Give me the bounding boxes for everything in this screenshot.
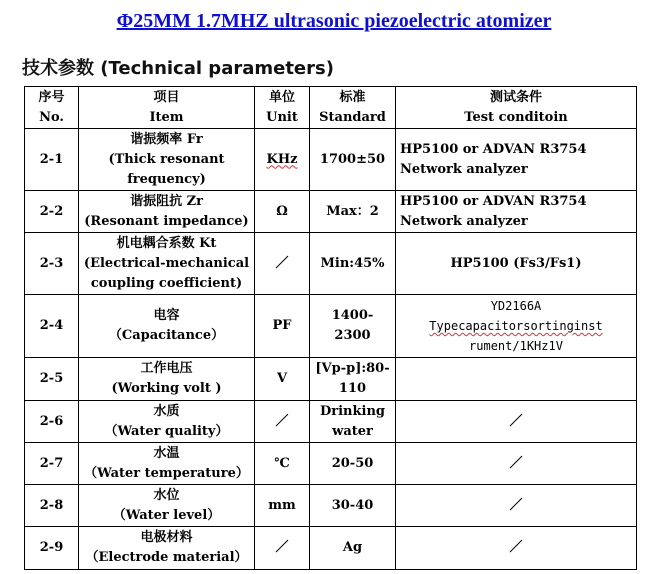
row-no: 2-6 xyxy=(25,401,79,443)
row-item xyxy=(79,401,255,443)
table-row xyxy=(25,191,637,233)
technical-parameters-table xyxy=(24,86,637,570)
row-standard: Min:45% xyxy=(310,233,396,295)
row-item-cn: 水温 xyxy=(153,445,180,461)
header-unit-en: Unit xyxy=(266,109,298,125)
table-row xyxy=(25,129,637,191)
document-title: Φ25MM 1.7MHZ ultrasonic piezoelectric atomizer xyxy=(116,10,552,32)
row-unit: ℃ xyxy=(255,443,310,485)
header-item xyxy=(79,87,255,129)
row-standard: 1400-2300 xyxy=(310,295,396,358)
row-standard: Max：2 xyxy=(310,191,396,233)
row-no: 2-5 xyxy=(25,358,79,401)
row-item xyxy=(79,295,255,358)
row-item xyxy=(79,129,255,191)
row-no: 2-7 xyxy=(25,443,79,485)
row-item xyxy=(79,527,255,570)
row-test-line2: Typecapacitorsortinginst xyxy=(429,319,603,333)
row-standard: Ag xyxy=(310,527,396,570)
row-no: 2-8 xyxy=(25,485,79,527)
header-standard-cn: 标准 xyxy=(339,89,366,105)
header-test-en: Test conditoin xyxy=(464,109,568,125)
header-standard xyxy=(310,87,396,129)
header-item-en: Item xyxy=(149,109,184,125)
row-test: ／ xyxy=(396,485,637,527)
header-unit xyxy=(255,87,310,129)
row-item-cn: 谐振频率 Fr xyxy=(130,131,203,147)
header-unit-cn: 单位 xyxy=(268,89,295,105)
row-item xyxy=(79,358,255,401)
row-unit: V xyxy=(255,358,310,401)
row-standard: Drinking water xyxy=(310,401,396,443)
row-no: 2-9 xyxy=(25,527,79,570)
header-test-cn: 测试条件 xyxy=(489,89,542,105)
row-item-cn: 电容 xyxy=(153,308,180,323)
row-test xyxy=(396,295,637,358)
row-item-en: (Electrical-mechanical coupling coefficient) xyxy=(83,255,250,291)
row-unit-value: KHz xyxy=(266,151,298,167)
row-item-cn: 电极材料 xyxy=(140,530,193,545)
row-test: HP5100 or ADVAN R3754 Network analyzer xyxy=(396,191,637,233)
row-item xyxy=(79,233,255,295)
header-no-en: No. xyxy=(39,109,64,125)
row-no: 2-3 xyxy=(25,233,79,295)
row-test-line1: YD2166A xyxy=(490,299,542,313)
row-unit: ／ xyxy=(255,527,310,570)
row-item-en: (Thick resonant frequency) xyxy=(108,151,225,187)
header-no xyxy=(25,87,79,129)
row-unit xyxy=(255,129,310,191)
row-test: ／ xyxy=(396,527,637,570)
row-unit: Ω xyxy=(255,191,310,233)
row-item-en: (Working volt ) xyxy=(111,381,222,396)
header-standard-en: Standard xyxy=(319,109,386,125)
row-item-en: (Resonant impedance) xyxy=(84,213,249,229)
row-item-cn: 谐振阻抗 Zr xyxy=(130,193,203,209)
header-test xyxy=(396,87,637,129)
row-item xyxy=(79,443,255,485)
row-standard: 30-40 xyxy=(310,485,396,527)
row-standard: 1700±50 xyxy=(310,129,396,191)
row-test: HP5100 or ADVAN R3754 Network analyzer xyxy=(396,129,637,191)
row-item-cn: 工作电压 xyxy=(140,361,193,376)
row-unit: PF xyxy=(255,295,310,358)
table-row xyxy=(25,401,637,443)
row-item-cn: 水质 xyxy=(153,403,180,419)
row-test: HP5100 (Fs3/Fs1) xyxy=(396,233,637,295)
table-row xyxy=(25,485,637,527)
row-unit: mm xyxy=(255,485,310,527)
row-standard: [Vp-p]:80-110 xyxy=(310,358,396,401)
table-header-row xyxy=(25,87,637,129)
row-no: 2-2 xyxy=(25,191,79,233)
row-no: 2-1 xyxy=(25,129,79,191)
row-item-cn: 机电耦合系数 Kt xyxy=(116,235,217,251)
header-no-cn: 序号 xyxy=(38,89,65,105)
row-test xyxy=(396,358,637,401)
row-unit: ／ xyxy=(255,401,310,443)
row-test: ／ xyxy=(396,443,637,485)
row-standard: 20-50 xyxy=(310,443,396,485)
row-item-en: （Capacitance） xyxy=(108,328,225,343)
row-item-cn: 水位 xyxy=(153,487,180,503)
row-item-en: （Water temperature） xyxy=(84,465,249,481)
row-item-en: （Water level） xyxy=(112,507,221,523)
row-no: 2-4 xyxy=(25,295,79,358)
table-row xyxy=(25,295,637,358)
row-test: ／ xyxy=(396,401,637,443)
row-unit: ／ xyxy=(255,233,310,295)
table-row xyxy=(25,527,637,570)
table-row xyxy=(25,443,637,485)
row-item xyxy=(79,191,255,233)
table-row xyxy=(25,233,637,295)
row-item xyxy=(79,485,255,527)
section-heading: 技术参数 (Technical parameters) xyxy=(22,58,334,79)
row-item-en: （Electrode material） xyxy=(85,550,248,565)
header-item-cn: 项目 xyxy=(153,89,180,105)
row-item-en: （Water quality） xyxy=(104,423,229,439)
row-test-line3: rument/1KHz1V xyxy=(469,339,563,353)
table-row xyxy=(25,358,637,401)
